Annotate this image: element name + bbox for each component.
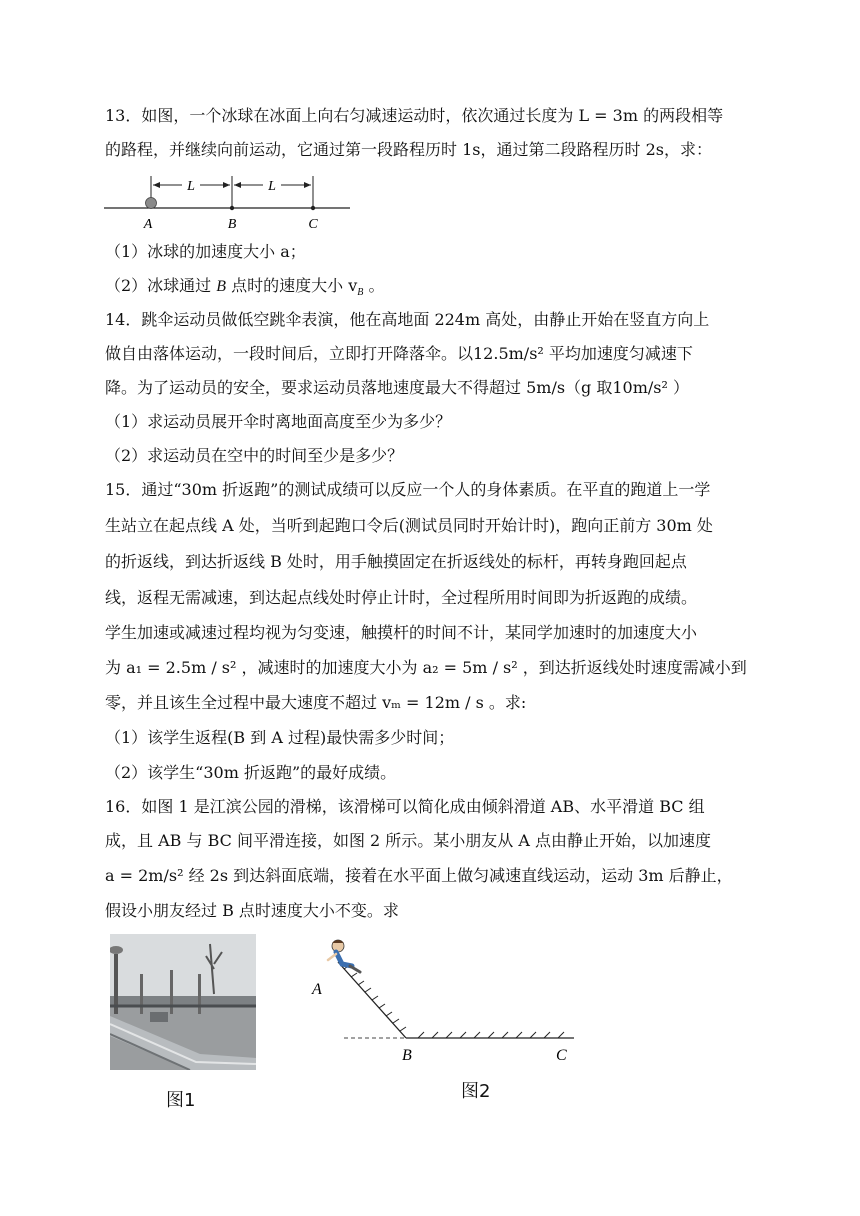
q13-line-1: 13．如图，一个冰球在冰面上向右匀减速运动时，依次通过长度为 L = 3m 的两段相等 <box>105 106 724 125</box>
ice-ball <box>146 198 157 209</box>
q14-line-2: 做自由落体运动，一段时间后，立即打开降落伞。以12.5m/s² 平均加速度匀减速下 <box>105 344 693 363</box>
slide-photo-drawing <box>110 934 256 1070</box>
slide-photo <box>110 934 256 1070</box>
q15-line-6: 为 a₁ = 2.5m / s² ，减速时的加速度大小为 a₂ = 5m / s² ，到达折返线处时速度需减小到 <box>105 658 747 677</box>
q13-line-2: 的路程，并继续向前运动，它通过第一段路程历时 1s，通过第二段路程历时 2s，求： <box>105 140 712 159</box>
q16-line-3: a = 2m/s² 经 2s 到达斜面底端，接着在水平面上做匀减速直线运动，运动 3m 后静止， <box>105 866 733 885</box>
q15-line-1: 15．通过“30m 折返跑”的测试成绩可以反应一个人的身体素质。在平直的跑道上一学 <box>105 480 711 499</box>
q15-line-3: 的折返线，到达折返线 B 处时，用手触摸固定在折返线处的标杆，再转身跑回起点 <box>105 552 687 571</box>
figure-1-caption: 图1 <box>166 1090 196 1111</box>
L-label-2: L <box>268 179 276 194</box>
q15-line-5: 学生加速或减速过程均视为匀变速，触摸杆的时间不计，某同学加速时的加速度大小 <box>105 623 698 642</box>
q14-part-2: （2）求运动员在空中的时间至少是多少？ <box>105 446 404 465</box>
slide-point-A-label: A <box>312 981 322 998</box>
q15-part-2: （2）该学生“30m 折返跑”的最好成绩。 <box>105 763 397 782</box>
point-A-label: A <box>143 217 153 232</box>
q13-part-1: （1）冰球的加速度大小 a； <box>105 242 306 261</box>
ice-ball-figure <box>104 172 354 232</box>
q16-line-2: 成，且 AB 与 BC 间平滑连接，如图 2 所示。某小朋友从 A 点由静止开始，以加速度 <box>105 831 712 850</box>
slide-point-B-label: B <box>402 1047 412 1064</box>
q15-line-7: 零，并且该生全过程中最大速度不超过 vₘ = 12m / s 。求: <box>105 693 527 712</box>
q13-part-2: （2）冰球通过 B 点时的速度大小 $v_B$ 。 <box>105 276 385 299</box>
L-label-1: L <box>187 179 195 194</box>
point-C-label: C <box>308 217 318 232</box>
q14-line-1: 14．跳伞运动员做低空跳伞表演，他在高地面 224m 高处，由静止开始在竖直方向上 <box>105 310 710 329</box>
slide-diagram <box>300 936 590 1076</box>
figure-2-caption: 图2 <box>461 1081 491 1102</box>
q15-line-2: 生站立在起点线 A 处，当听到起跑口令后(测试员同时开始计时)，跑向正前方 30m 处 <box>105 516 713 535</box>
q15-part-1: （1）该学生返程(B 到 A 过程)最快需多少时间； <box>105 728 455 747</box>
child-figure <box>328 940 360 972</box>
q15-line-4: 线，返程无需减速，到达起点线处时停止计时，全过程所用时间即为折返跑的成绩。 <box>105 588 698 607</box>
q14-part-1: （1）求运动员展开伞时离地面高度至少为多少？ <box>105 412 452 431</box>
q16-line-1: 16．如图 1 是江滨公园的滑梯，该滑梯可以简化成由倾斜滑道 AB、水平滑道 BC 组 <box>105 797 705 816</box>
q16-line-4: 假设小朋友经过 B 点时速度大小不变。求 <box>105 901 399 920</box>
slide-point-C-label: C <box>556 1047 567 1064</box>
point-B-label: B <box>227 217 237 232</box>
q14-line-3: 降。为了运动员的安全，要求运动员落地速度最大不得超过 5m/s（g 取10m/s² ） <box>105 378 690 397</box>
